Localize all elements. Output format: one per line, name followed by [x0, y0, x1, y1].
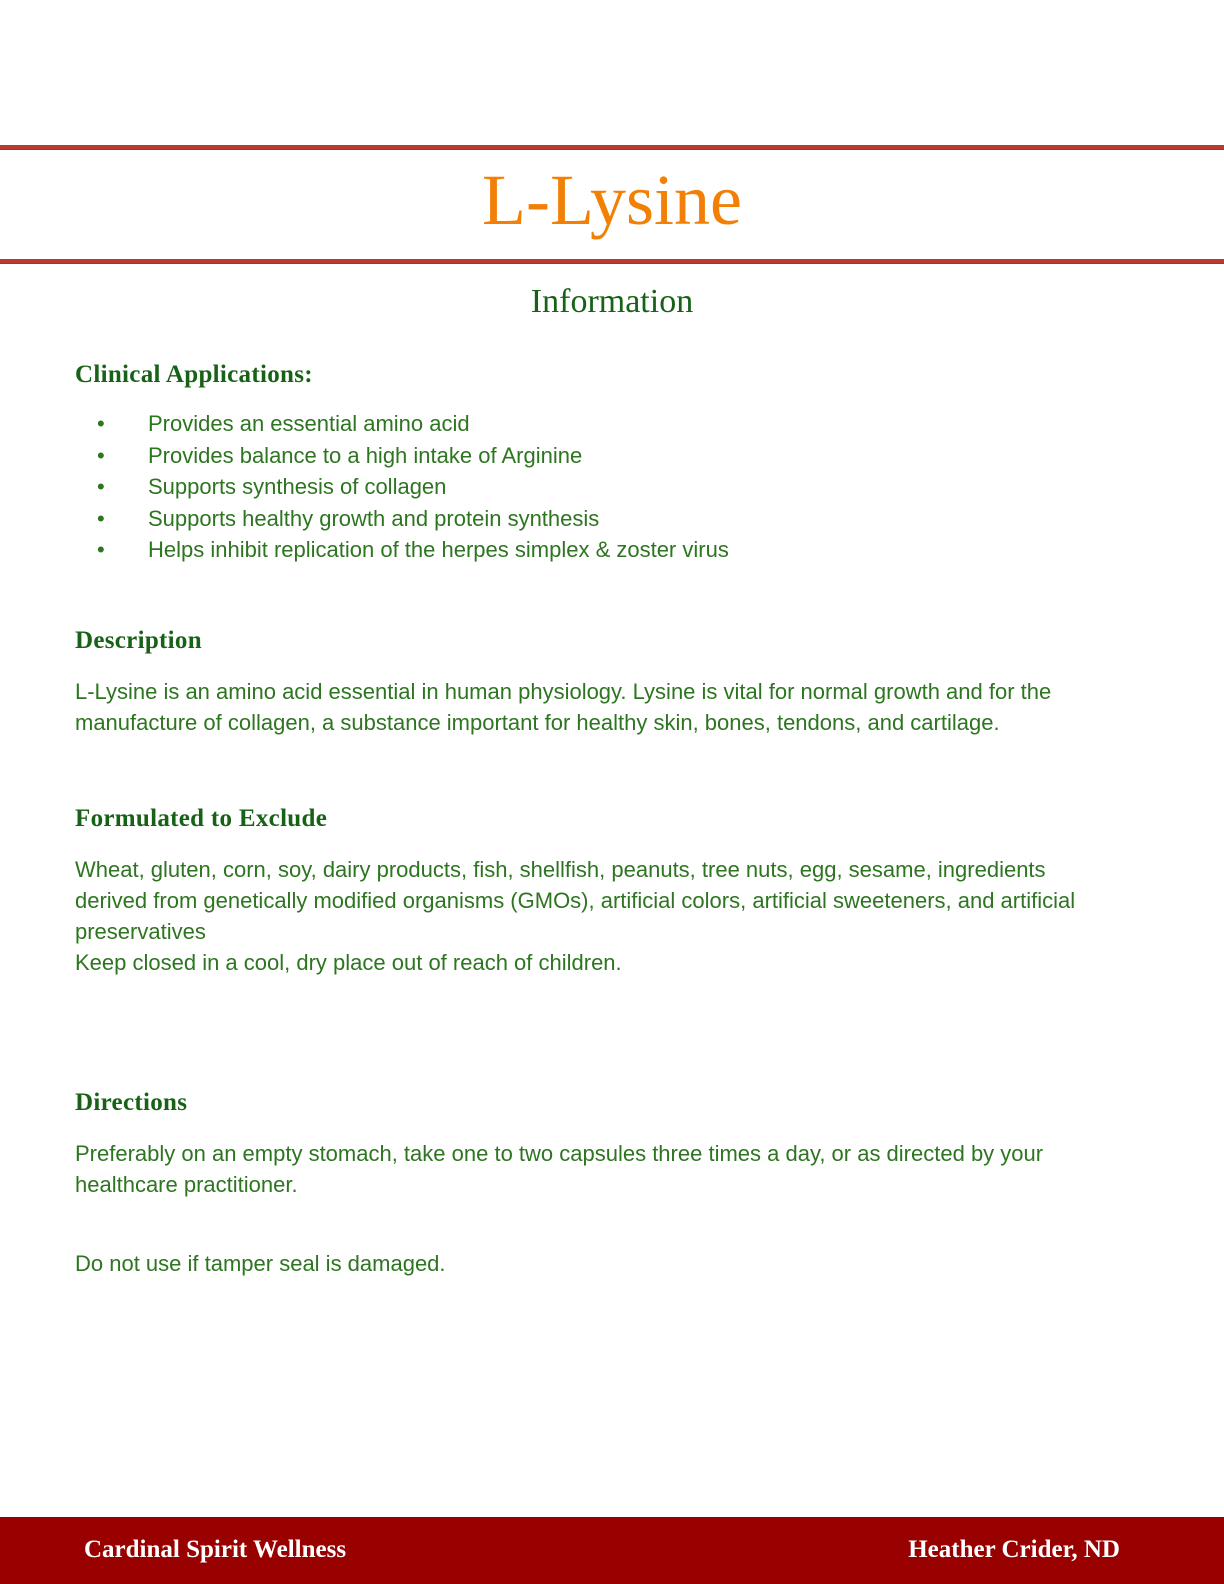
- list-item: [75, 408, 1115, 440]
- bullet-icon: •: [97, 411, 105, 436]
- bullet-icon: •: [97, 474, 105, 499]
- tamper-seal-warning-text: Do not use if tamper seal is damaged.: [75, 1250, 446, 1276]
- header-rule-bottom: [0, 259, 1224, 264]
- header-rule-top: [0, 145, 1224, 150]
- document-body: [75, 360, 1115, 1279]
- page-title: L-Lysine: [482, 160, 742, 240]
- section-description: [75, 626, 1115, 738]
- list-item-label: Helps inhibit replication of the herpes simplex & zoster virus: [148, 537, 729, 562]
- directions-text: Preferably on an empty stomach, take one to two capsules three times a day, or as directed by your healthcare practitioner.: [75, 1140, 1044, 1197]
- list-item-label: Supports synthesis of collagen: [148, 474, 447, 499]
- clinical-applications-list: [75, 408, 1115, 566]
- footer-author-name: Heather Crider, ND: [908, 1536, 1120, 1563]
- storage-instructions-text: Keep closed in a cool, dry place out of reach of children.: [75, 949, 622, 975]
- list-item: [75, 440, 1115, 472]
- section-clinical-applications: [75, 360, 1115, 566]
- description-text: L-Lysine is an amino acid essential in human physiology. Lysine is vital for normal growth and for the manufacture of collagen, a substance important for healthy skin, bones, tendons, and cartilage.: [75, 678, 1052, 735]
- description-heading: Description: [75, 626, 202, 654]
- footer-content: [84, 1535, 1120, 1565]
- list-item: [75, 503, 1115, 535]
- bullet-icon: •: [97, 505, 105, 531]
- clinical-applications-heading: Clinical Applications:: [75, 361, 313, 388]
- list-item-label: Provides balance to a high intake of Arginine: [148, 442, 583, 468]
- list-item: [75, 534, 1115, 566]
- section-directions: [75, 1088, 1115, 1279]
- list-item-label: Provides an essential amino acid: [148, 411, 470, 436]
- directions-heading: Directions: [75, 1088, 188, 1116]
- bullet-icon: •: [97, 442, 105, 468]
- list-item-label: Supports healthy growth and protein synthesis: [148, 505, 600, 531]
- bullet-icon: •: [97, 537, 105, 562]
- list-item: [75, 471, 1115, 503]
- footer-organization-name: Cardinal Spirit Wellness: [84, 1536, 347, 1563]
- page-subtitle: Information: [530, 283, 694, 320]
- formulated-to-exclude-heading: Formulated to Exclude: [75, 804, 328, 832]
- section-formulated-to-exclude: [75, 804, 1115, 978]
- footer-bar: [0, 1517, 1224, 1584]
- formulated-to-exclude-text: Wheat, gluten, corn, soy, dairy products, fish, shellfish, peanuts, tree nuts, egg, sesame, ingredients derived from genetically modified organisms (GMOs), artificial colors, artificial sweeteners, and artificial preservatives: [75, 856, 1076, 944]
